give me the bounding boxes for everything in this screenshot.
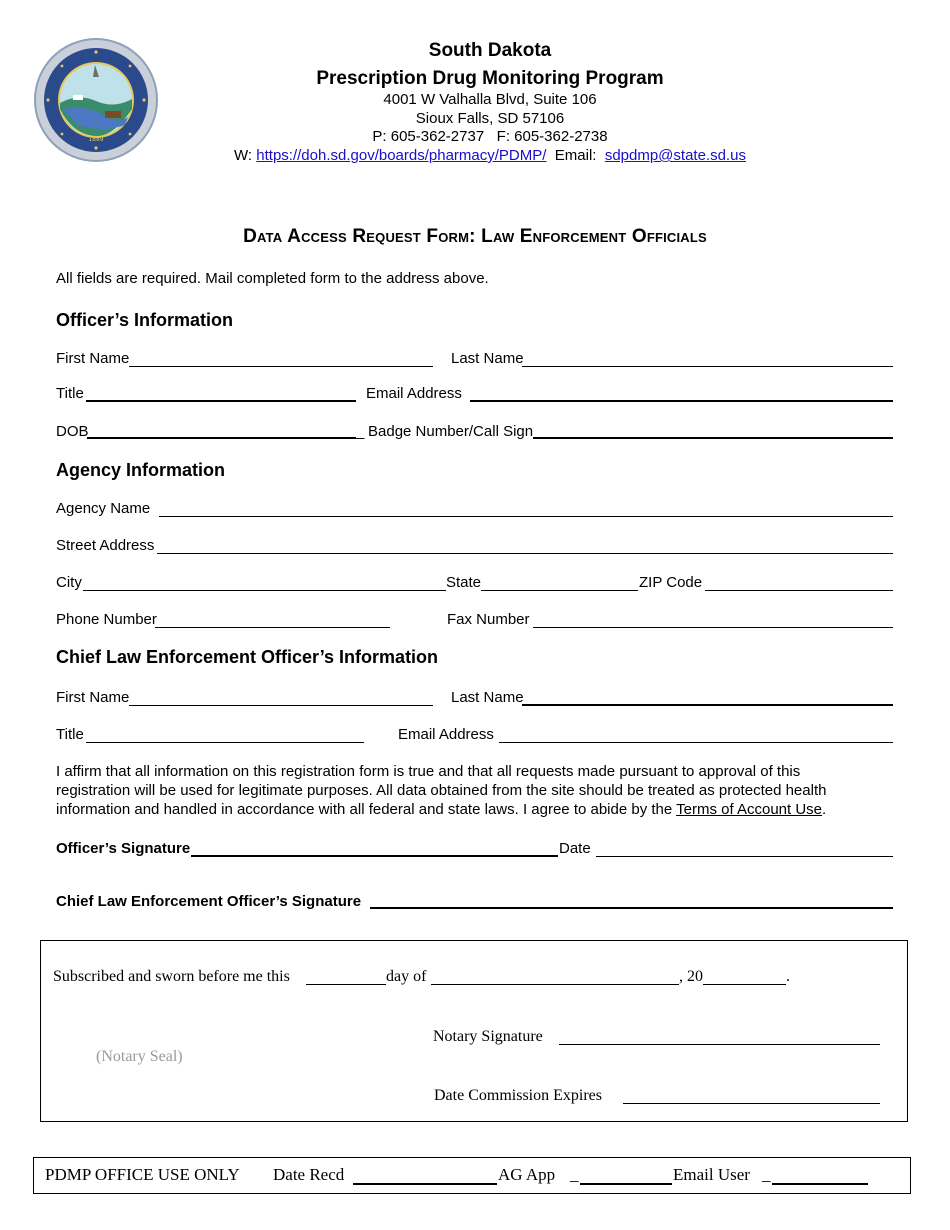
chief-last-name-field[interactable]: [522, 704, 893, 706]
affirmation-paragraph: [56, 762, 856, 819]
web-email-line: [190, 147, 790, 164]
sworn-period: .: [786, 968, 790, 985]
phone-number-field[interactable]: [155, 627, 390, 628]
city-field[interactable]: [83, 590, 446, 591]
chief-first-name-label: First Name: [56, 689, 130, 706]
officer-first-name-label: First Name: [56, 350, 130, 367]
date-recd-field[interactable]: [353, 1183, 497, 1185]
ag-app-field[interactable]: [580, 1183, 672, 1185]
sworn-prefix-text: Subscribed and sworn before me this: [53, 968, 290, 985]
agency-section-heading: Agency Information: [56, 460, 226, 480]
chief-signature-field[interactable]: [370, 907, 893, 909]
state-field[interactable]: [481, 590, 638, 591]
chief-last-name-label: Last Name: [451, 689, 524, 706]
officer-signature-label: Officer’s Signature: [56, 840, 191, 857]
affirmation-end: .: [822, 801, 827, 818]
agency-name-field[interactable]: [159, 516, 893, 517]
website-link[interactable]: https://doh.sd.gov/boards/pharmacy/PDMP/: [256, 147, 547, 164]
notary-signature-label: Notary Signature: [433, 1028, 543, 1045]
officer-signature-date-field[interactable]: [596, 856, 893, 857]
sworn-month-field[interactable]: [431, 984, 679, 985]
instructions-text: All fields are required. Mail completed form to the address above.: [56, 270, 489, 287]
affirmation-text: I affirm that all information on this registration form is true and that all requests made pursuant to approval of this registration will be used for legitimate purposes. All data obtained from the site should be treated as protected health information and handled in accordance with all federal and state laws. I agree to abide by the: [56, 763, 827, 818]
officer-dob-label: DOB: [56, 423, 89, 440]
email-link[interactable]: sdpdmp@state.sd.us: [604, 147, 746, 164]
web-label: W:: [234, 147, 253, 164]
sworn-day-field[interactable]: [306, 984, 386, 985]
officer-title-label: Title: [56, 385, 84, 402]
email-user-label: Email User: [673, 1165, 750, 1184]
officer-first-name-field[interactable]: [129, 366, 433, 367]
chief-section-heading: Chief Law Enforcement Officer’s Information: [56, 647, 439, 667]
street-address-label: Street Address: [56, 537, 155, 554]
address-line-2: Sioux Falls, SD 57106: [415, 110, 565, 127]
officer-title-field[interactable]: [86, 400, 356, 402]
office-use-box: [33, 1157, 911, 1194]
state-name: South Dakota: [428, 40, 552, 61]
seal-year-text: 1889: [88, 136, 104, 143]
zip-label: ZIP Code: [639, 574, 703, 591]
ag-app-prefix: _: [570, 1165, 579, 1184]
chief-first-name-field[interactable]: [129, 705, 433, 706]
sworn-year-field[interactable]: [703, 984, 786, 985]
chief-email-label: Email Address: [398, 726, 494, 743]
officer-badge-label: Badge Number/Call Sign: [368, 423, 534, 440]
commission-expires-label: Date Commission Expires: [434, 1087, 602, 1104]
email-label: Email:: [554, 147, 597, 164]
office-use-label: PDMP OFFICE USE ONLY: [45, 1165, 240, 1184]
date-recd-label: Date Recd: [273, 1165, 345, 1184]
officer-badge-field[interactable]: [533, 437, 893, 439]
zip-field[interactable]: [705, 590, 893, 591]
state-label: State: [446, 574, 482, 591]
year-prefix-text: , 20: [679, 968, 703, 985]
officer-email-field[interactable]: [470, 400, 893, 402]
address-line-1: 4001 W Valhalla Blvd, Suite 106: [383, 91, 597, 108]
terms-of-account-use-link[interactable]: Terms of Account Use: [676, 801, 823, 818]
date-label: Date: [559, 840, 591, 857]
ag-app-label: AG App: [498, 1165, 556, 1184]
officer-dob-field[interactable]: [87, 437, 356, 439]
email-user-field[interactable]: [772, 1183, 868, 1185]
fax-number-field[interactable]: [533, 627, 893, 628]
officer-signature-field[interactable]: [191, 855, 558, 857]
chief-email-field[interactable]: [499, 742, 893, 743]
email-user-prefix: _: [762, 1165, 771, 1184]
notary-seal-placeholder: (Notary Seal): [96, 1048, 183, 1065]
street-address-field[interactable]: [157, 553, 893, 554]
notary-box: [40, 940, 908, 1122]
program-name: Prescription Drug Monitoring Program: [316, 68, 664, 89]
fax-number-label: Fax Number: [447, 611, 530, 628]
officer-section-heading: Officer’s Information: [56, 310, 234, 330]
phone-fax-line: P: 605-362-2737 F: 605-362-2738: [372, 128, 608, 145]
state-seal-logo: [33, 37, 159, 163]
city-label: City: [56, 574, 82, 591]
agency-name-label: Agency Name: [56, 500, 151, 517]
day-of-text: day of: [386, 968, 427, 985]
officer-last-name-label: Last Name: [451, 350, 524, 367]
commission-expires-field[interactable]: [623, 1103, 880, 1104]
phone-number-label: Phone Number: [56, 611, 157, 628]
form-title: Data Access Request Form: Law Enforcement Officials: [243, 226, 707, 247]
officer-email-label: Email Address: [366, 385, 462, 402]
chief-title-label: Title: [56, 726, 84, 743]
officer-dob-underscore: _: [356, 423, 365, 440]
notary-signature-field[interactable]: [559, 1044, 880, 1045]
chief-signature-label: Chief Law Enforcement Officer’s Signature: [56, 893, 362, 910]
officer-last-name-field[interactable]: [522, 366, 893, 367]
chief-title-field[interactable]: [86, 742, 364, 743]
